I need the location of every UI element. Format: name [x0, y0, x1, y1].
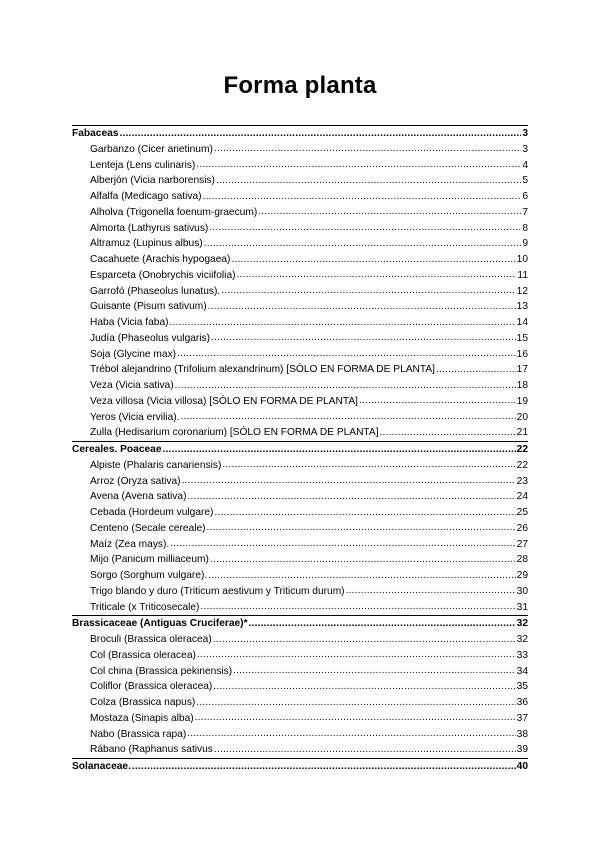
toc-leader-dots — [214, 742, 516, 758]
toc-leader-dots — [346, 583, 516, 599]
toc-page-number: 27 — [516, 538, 528, 550]
toc-page-number: 40 — [516, 761, 528, 772]
toc-label: Nabo (Brassica rapa) — [90, 728, 187, 740]
toc-label: Alholva (Trigonella foenum-graecum) — [90, 206, 258, 218]
toc-page-number: 3 — [522, 143, 528, 155]
toc-page-number: 31 — [516, 601, 528, 613]
toc-leader-dots — [214, 505, 515, 521]
toc-leader-dots — [231, 252, 515, 268]
toc-label: Rábano (Raphanus sativus — [90, 744, 213, 756]
toc-entry-row[interactable] — [72, 600, 528, 616]
toc-section-row[interactable] — [72, 758, 528, 775]
toc-label: Soja (Glycine max) — [90, 348, 177, 360]
toc-page-number: 26 — [516, 522, 528, 534]
toc-entry-row[interactable] — [72, 425, 528, 441]
toc-entry-row[interactable] — [72, 189, 528, 205]
toc-entry-row[interactable] — [72, 537, 528, 553]
toc-leader-dots — [170, 315, 516, 331]
toc-entry-row[interactable] — [72, 474, 528, 490]
toc-page-number: 29 — [516, 570, 528, 581]
toc-entry-row[interactable] — [72, 252, 528, 268]
toc-leader-dots — [119, 126, 521, 142]
toc-page-number: 5 — [522, 175, 528, 187]
toc-entry-row[interactable] — [72, 410, 528, 426]
toc-label: Brassicaceae (Antiguas Cruciferae)* — [72, 618, 248, 630]
toc-leader-dots — [209, 220, 521, 236]
toc-page-number: 18 — [516, 380, 528, 391]
toc-label: Haba (Vicia faba) — [90, 317, 169, 328]
toc-page-number: 32 — [516, 618, 528, 630]
toc-leader-dots — [436, 362, 516, 378]
toc-entry-row[interactable] — [72, 489, 528, 505]
toc-leader-dots — [132, 759, 516, 775]
toc-page-number: 33 — [516, 649, 528, 661]
toc-section-row[interactable] — [72, 441, 528, 458]
toc-label: Alpiste (Phalaris canariensis) — [90, 459, 222, 471]
toc-entry-row[interactable] — [72, 568, 528, 584]
toc-page-number: 8 — [522, 222, 528, 234]
toc-leader-dots — [200, 599, 515, 615]
toc-page-number: 22 — [516, 444, 528, 455]
toc-page-number: 12 — [516, 285, 528, 297]
toc-label: Fabaceas — [72, 128, 119, 139]
toc-label: Cereales. Poaceae — [72, 444, 162, 455]
toc-label: Cacahuete (Arachis hypogaea) — [90, 254, 231, 265]
toc-label: Triticale (x Triticosecale) — [90, 601, 200, 613]
toc-page-number: 16 — [516, 348, 528, 360]
toc-entry-row[interactable] — [72, 521, 528, 537]
toc-page-number: 30 — [516, 585, 528, 597]
toc-label: Trébol alejandrino (Trifolium alexandrinum) [SÓLO EN FORMA DE PLANTA] — [90, 364, 435, 376]
toc-page-number: 32 — [516, 634, 528, 645]
toc-leader-dots — [221, 283, 515, 299]
toc-entry-row[interactable] — [72, 142, 528, 158]
page-title: Forma planta — [223, 72, 377, 99]
toc-section-row[interactable] — [72, 125, 528, 142]
toc-entry-row[interactable] — [72, 236, 528, 252]
toc-label: Garrofó (Phaseolus lunatus). — [90, 285, 221, 297]
toc-label: Solanaceae. — [72, 761, 131, 772]
toc-leader-dots — [175, 378, 516, 394]
toc-leader-dots — [208, 568, 515, 584]
toc-leader-dots — [249, 616, 516, 632]
toc-page-number: 14 — [516, 317, 528, 328]
toc-page-number: 9 — [522, 238, 528, 250]
toc-leader-dots — [380, 425, 516, 441]
toc-label: Mijo (Panicum milliaceum) — [90, 554, 209, 566]
toc-page-number: 20 — [516, 411, 528, 423]
toc-label: Zulla (Hedisarium coronarium) [SÓLO EN FORMA DE PLANTA] — [90, 427, 379, 439]
toc-entry-row[interactable] — [72, 299, 528, 315]
toc-leader-dots — [177, 346, 516, 362]
toc-entry-row[interactable] — [72, 173, 528, 189]
toc-leader-dots — [216, 173, 521, 189]
toc-page-number: 4 — [522, 159, 528, 171]
toc-entry-row[interactable] — [72, 505, 528, 521]
toc-entry-row[interactable] — [72, 632, 528, 648]
toc-leader-dots — [187, 726, 515, 742]
toc-leader-dots — [237, 267, 517, 283]
toc-label: Centeno (Secale cereale) — [90, 522, 206, 534]
toc-label: Col china (Brassica pekinensis) — [90, 665, 233, 677]
toc-label: Veza villosa (Vicia villosa) [SÓLO EN FORMA DE PLANTA] — [90, 395, 358, 407]
toc-entry-row[interactable] — [72, 347, 528, 363]
toc-leader-dots — [196, 157, 521, 173]
toc-page-number: 10 — [516, 254, 528, 265]
toc-page-number: 35 — [516, 681, 528, 693]
toc-page-number: 13 — [516, 301, 528, 313]
toc-leader-dots — [180, 409, 515, 425]
toc-entry-row[interactable] — [72, 284, 528, 300]
toc-label: Col (Brassica oleracea) — [90, 649, 196, 661]
toc-entry-row[interactable] — [72, 378, 528, 394]
toc-entry-row[interactable] — [72, 221, 528, 237]
toc-leader-dots — [182, 473, 516, 489]
toc-entry-row[interactable] — [72, 158, 528, 174]
toc-entry-row[interactable] — [72, 362, 528, 378]
toc-page-number: 21 — [516, 427, 528, 439]
toc-page-number: 34 — [516, 665, 528, 677]
toc-entry-row[interactable] — [72, 742, 528, 758]
toc-leader-dots — [208, 299, 516, 315]
toc-entry-row[interactable] — [72, 268, 528, 284]
toc-page-number: 19 — [516, 395, 528, 407]
toc-leader-dots — [187, 489, 515, 505]
toc-page-number: 25 — [516, 507, 528, 518]
toc-label: Veza (Vicia sativa) — [90, 380, 174, 391]
toc-entry-row[interactable] — [72, 394, 528, 410]
toc-label: Maíz (Zea mays). — [90, 538, 170, 550]
toc-label: Cebada (Hordeum vulgare) — [90, 507, 214, 518]
toc-label: Garbanzo (Cicer arietinum) — [90, 143, 213, 155]
toc-label: Broculi (Brassica oleracea) — [90, 634, 212, 645]
toc-entry-row[interactable] — [72, 679, 528, 695]
toc-page-number: 37 — [516, 712, 528, 724]
toc-page-number: 11 — [517, 269, 528, 281]
toc-leader-dots — [258, 204, 521, 220]
toc-leader-dots — [222, 457, 515, 473]
toc-page-number: 7 — [522, 206, 528, 218]
toc-leader-dots — [213, 632, 516, 648]
toc-section-row[interactable] — [72, 615, 528, 632]
toc-page-number: 38 — [516, 728, 528, 740]
toc-page-number: 24 — [516, 491, 528, 503]
toc-label: Colza (Brassica napus) — [90, 697, 196, 708]
toc-leader-dots — [213, 679, 515, 695]
toc-leader-dots — [210, 552, 516, 568]
toc-page-number: 39 — [516, 744, 528, 756]
toc-leader-dots — [163, 442, 516, 458]
toc-page-number: 17 — [516, 364, 528, 376]
toc-label: Mostaza (Sinapis alba) — [90, 712, 194, 724]
toc-leader-dots — [233, 663, 516, 679]
toc-label: Yeros (Vicia ervilia). — [90, 411, 180, 423]
toc-label: Guisante (Pisum sativum) — [90, 301, 207, 313]
toc-label: Judía (Phaseolus vulgaris) — [90, 332, 211, 344]
toc-entry-row[interactable] — [72, 727, 528, 743]
toc-entry-row[interactable] — [72, 205, 528, 221]
toc-page-number: 36 — [516, 697, 528, 708]
toc-leader-dots — [211, 330, 516, 346]
toc-page-number: 15 — [516, 332, 528, 344]
toc-leader-dots — [214, 141, 521, 157]
toc-label: Almorta (Lathyrus sativus) — [90, 222, 209, 234]
toc-label: Alfalfa (Medicago sativa) — [90, 191, 202, 202]
toc-label: Sorgo (Sorghum vulgare). — [90, 570, 208, 581]
toc-entry-row[interactable] — [72, 664, 528, 680]
toc-leader-dots — [359, 393, 516, 409]
toc-leader-dots — [204, 236, 522, 252]
toc-leader-dots — [197, 647, 516, 663]
toc-entry-row[interactable] — [72, 648, 528, 664]
toc-page-number: 28 — [516, 554, 528, 566]
toc-page-number: 3 — [522, 128, 528, 139]
toc-leader-dots — [207, 520, 516, 536]
toc-label: Avena (Avena sativa) — [90, 491, 187, 503]
toc-leader-dots — [170, 536, 515, 552]
toc-label: Lenteja (Lens culinaris) — [90, 159, 196, 171]
toc-entry-row[interactable] — [72, 331, 528, 347]
toc-leader-dots — [195, 710, 516, 726]
toc-entry-row[interactable] — [72, 711, 528, 727]
toc-entry-row[interactable] — [72, 315, 528, 331]
toc-label: Altramuz (Lupinus albus) — [90, 238, 203, 250]
toc-entry-row[interactable] — [72, 458, 528, 474]
table-of-contents — [72, 125, 528, 775]
toc-page-number: 22 — [516, 459, 528, 471]
toc-entry-row[interactable] — [72, 695, 528, 711]
toc-label: Coliflor (Brassica oleracea) — [90, 681, 213, 693]
toc-leader-dots — [203, 189, 522, 205]
toc-entry-row[interactable] — [72, 584, 528, 600]
toc-label: Esparceta (Onobrychis viciifolia) — [90, 269, 236, 281]
toc-leader-dots — [196, 695, 515, 711]
toc-label: Alberjón (Vicia narborensis) — [90, 175, 215, 187]
toc-label: Arroz (Oryza sativa) — [90, 475, 181, 487]
toc-page-number: 6 — [522, 191, 528, 202]
toc-entry-row[interactable] — [72, 552, 528, 568]
toc-label: Trigo blando y duro (Triticum aestivum y Triticum durum) — [90, 585, 345, 597]
toc-page-number: 23 — [516, 475, 528, 487]
